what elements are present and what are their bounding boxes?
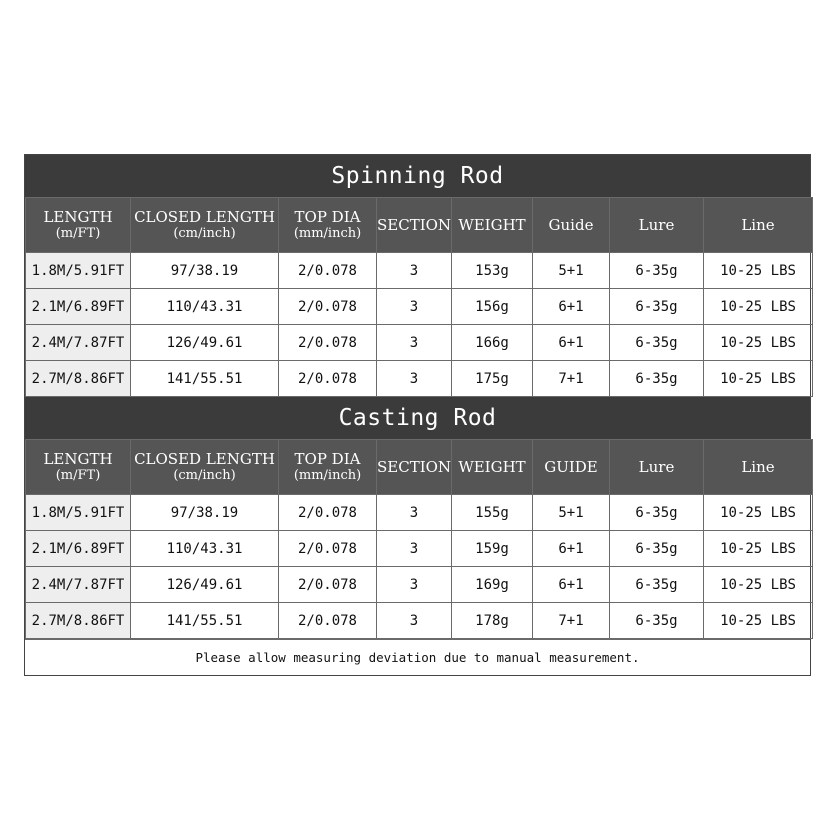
cell-guide: 5+1: [533, 495, 610, 531]
casting-header-row: [26, 440, 813, 495]
cell-guide: 6+1: [533, 531, 610, 567]
cell-line: 10-25 LBS: [704, 361, 813, 397]
cell-closed-length: 110/43.31: [131, 531, 279, 567]
header-lure: Lure: [610, 198, 704, 253]
cell-section: 3: [377, 289, 452, 325]
cell-top-dia: 2/0.078: [279, 495, 377, 531]
spinning-rod-title: Spinning Rod: [25, 155, 810, 197]
cell-top-dia: 2/0.078: [279, 253, 377, 289]
cell-guide: 6+1: [533, 289, 610, 325]
casting-rod-table: [25, 439, 813, 639]
header-closed-length: CLOSED LENGTH (cm/inch): [131, 198, 279, 253]
table-row: [26, 495, 813, 531]
spinning-rod-table: [25, 197, 813, 397]
header-weight: WEIGHT: [452, 440, 533, 495]
cell-length: 2.4M/7.87FT: [26, 567, 131, 603]
table-row: [26, 361, 813, 397]
cell-length: 1.8M/5.91FT: [26, 253, 131, 289]
cell-length: 2.4M/7.87FT: [26, 325, 131, 361]
header-length: LENGTH (m/FT): [26, 440, 131, 495]
cell-guide: 7+1: [533, 603, 610, 639]
cell-length: 2.7M/8.86FT: [26, 603, 131, 639]
cell-top-dia: 2/0.078: [279, 289, 377, 325]
cell-weight: 156g: [452, 289, 533, 325]
header-top-dia: TOP DIA (mm/inch): [279, 440, 377, 495]
spinning-header-row: [26, 198, 813, 253]
table-row: [26, 531, 813, 567]
cell-guide: 5+1: [533, 253, 610, 289]
header-weight: WEIGHT: [452, 198, 533, 253]
header-closed-length: CLOSED LENGTH (cm/inch): [131, 440, 279, 495]
cell-weight: 178g: [452, 603, 533, 639]
cell-closed-length: 126/49.61: [131, 325, 279, 361]
table-row: [26, 289, 813, 325]
cell-length: 2.7M/8.86FT: [26, 361, 131, 397]
cell-lure: 6-35g: [610, 325, 704, 361]
cell-line: 10-25 LBS: [704, 495, 813, 531]
cell-top-dia: 2/0.078: [279, 361, 377, 397]
header-lure: Lure: [610, 440, 704, 495]
cell-line: 10-25 LBS: [704, 289, 813, 325]
cell-weight: 153g: [452, 253, 533, 289]
cell-guide: 7+1: [533, 361, 610, 397]
cell-guide: 6+1: [533, 325, 610, 361]
cell-top-dia: 2/0.078: [279, 325, 377, 361]
cell-lure: 6-35g: [610, 603, 704, 639]
cell-weight: 175g: [452, 361, 533, 397]
cell-lure: 6-35g: [610, 289, 704, 325]
measurement-note: Please allow measuring deviation due to manual measurement.: [25, 639, 810, 675]
header-top-dia: TOP DIA (mm/inch): [279, 198, 377, 253]
rod-spec-sheet: [24, 154, 811, 676]
cell-line: 10-25 LBS: [704, 603, 813, 639]
cell-top-dia: 2/0.078: [279, 567, 377, 603]
header-guide: Guide: [533, 198, 610, 253]
cell-lure: 6-35g: [610, 253, 704, 289]
cell-section: 3: [377, 567, 452, 603]
cell-weight: 159g: [452, 531, 533, 567]
cell-lure: 6-35g: [610, 567, 704, 603]
cell-section: 3: [377, 361, 452, 397]
header-line: Line: [704, 440, 813, 495]
cell-closed-length: 141/55.51: [131, 603, 279, 639]
cell-lure: 6-35g: [610, 495, 704, 531]
cell-closed-length: 141/55.51: [131, 361, 279, 397]
cell-line: 10-25 LBS: [704, 531, 813, 567]
cell-closed-length: 110/43.31: [131, 289, 279, 325]
cell-line: 10-25 LBS: [704, 325, 813, 361]
cell-lure: 6-35g: [610, 531, 704, 567]
table-row: [26, 253, 813, 289]
table-row: [26, 603, 813, 639]
header-section: SECTION: [377, 198, 452, 253]
cell-section: 3: [377, 495, 452, 531]
header-line: Line: [704, 198, 813, 253]
casting-rod-title: Casting Rod: [25, 397, 810, 439]
cell-top-dia: 2/0.078: [279, 531, 377, 567]
cell-line: 10-25 LBS: [704, 567, 813, 603]
cell-weight: 166g: [452, 325, 533, 361]
cell-closed-length: 97/38.19: [131, 253, 279, 289]
header-section: SECTION: [377, 440, 452, 495]
header-length: LENGTH (m/FT): [26, 198, 131, 253]
table-row: [26, 567, 813, 603]
header-guide: GUIDE: [533, 440, 610, 495]
cell-length: 2.1M/6.89FT: [26, 289, 131, 325]
cell-guide: 6+1: [533, 567, 610, 603]
cell-line: 10-25 LBS: [704, 253, 813, 289]
cell-weight: 169g: [452, 567, 533, 603]
cell-closed-length: 97/38.19: [131, 495, 279, 531]
table-row: [26, 325, 813, 361]
cell-lure: 6-35g: [610, 361, 704, 397]
cell-section: 3: [377, 531, 452, 567]
cell-section: 3: [377, 325, 452, 361]
cell-length: 2.1M/6.89FT: [26, 531, 131, 567]
cell-length: 1.8M/5.91FT: [26, 495, 131, 531]
cell-top-dia: 2/0.078: [279, 603, 377, 639]
cell-section: 3: [377, 253, 452, 289]
cell-weight: 155g: [452, 495, 533, 531]
cell-section: 3: [377, 603, 452, 639]
cell-closed-length: 126/49.61: [131, 567, 279, 603]
